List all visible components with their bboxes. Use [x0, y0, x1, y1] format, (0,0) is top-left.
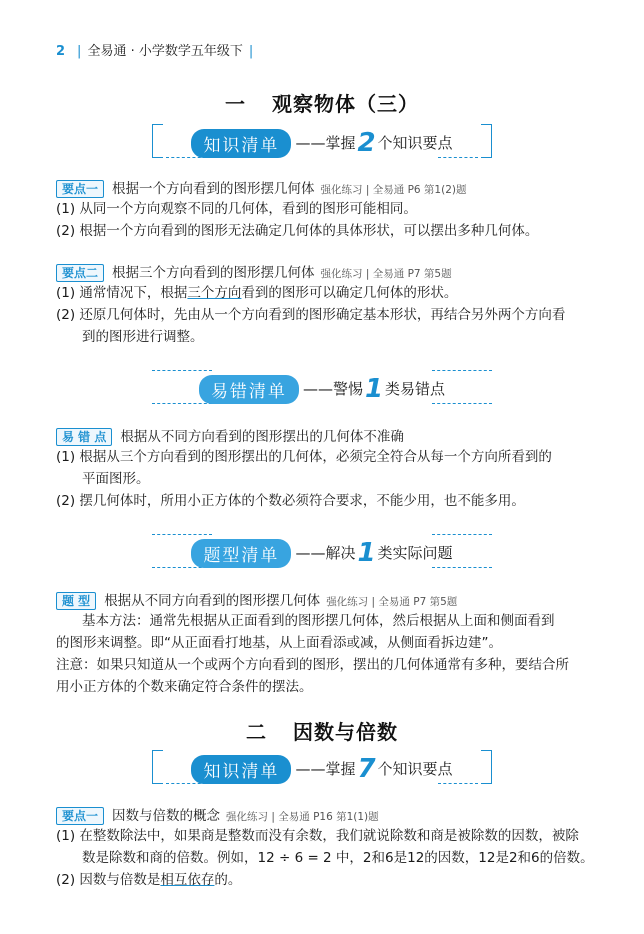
point-badge: 要点二: [56, 264, 104, 282]
question-type-body: 基本方法：通常先根据从正面看到的图形摆几何体，然后根据从上面和侧面看到 的图形来调整。即“从正面看打地基，从上面看添或减，从侧面看拆边建”。 注意：如果只知道从一个或两个方向看到的图形，摆出的几何体通常有多种，要结合所 用小正方体的个数来确定符合条件的摆法。: [56, 613, 569, 695]
section-title: [0, 88, 644, 117]
page-number: 2: [56, 44, 66, 59]
point-heading: 要点一 因数与倍数的概念 强化练习 | 全易通 P16 第1(1)题: [56, 804, 379, 825]
section-heading: 因数与倍数: [293, 720, 398, 744]
error-heading: 易 错 点 根据从不同方向看到的图形摆出的几何体不准确: [56, 425, 404, 446]
point-body: (1) 从同一个方向观察不同的几何体，看到的图形可能相同。 (2) 根据一个方向看到的图形无法确定几何体的具体形状，可以摆出多种几何体。: [56, 201, 539, 239]
section-number: 二: [246, 720, 267, 744]
question-type-badge: 题 型: [56, 592, 96, 610]
practice-ref: 强化练习 | 全易通 P16 第1(1)题: [226, 811, 379, 823]
point-body: (1) 在整数除法中，如果商是整数而没有余数，我们就说除数和商是被除数的因数，被除 数是除数和商的倍数。例如，12 ÷ 6 = 2 中，2和6是12的因数，12是2和6的倍数。 (2) 因数与倍数是相互依存的。: [56, 828, 594, 888]
banner-count: 1: [357, 538, 376, 568]
error-banner: 易错清单 ——警惕1 类易错点: [152, 370, 492, 404]
point-badge: 要点一: [56, 807, 104, 825]
book-title: 全易通 · 小学数学五年级下: [87, 44, 243, 59]
banner-tag: 知识清单: [191, 129, 291, 158]
error-body: (1) 根据从三个方向看到的图形摆出的几何体，必须完全符合从每一个方向所看到的 平面图形。 (2) 摆几何体时，所用小正方体的个数必须符合要求，不能少用，也不能多用。: [56, 449, 552, 509]
knowledge-banner: 知识清单 ——掌握7 个知识要点: [152, 750, 492, 784]
knowledge-banner: 知识清单 ——掌握2 个知识要点: [152, 124, 492, 158]
error-badge: 易 错 点: [56, 428, 112, 446]
practice-ref: 强化练习 | 全易通 P6 第1(2)题: [320, 184, 467, 196]
banner-tag: 知识清单: [191, 755, 291, 784]
section-number: 一: [225, 92, 246, 116]
practice-ref: 强化练习 | 全易通 P7 第5题: [326, 596, 458, 608]
point-body: (1) 通常情况下，根据三个方向看到的图形可以确定几何体的形状。 (2) 还原几何体时，先由从一个方向看到的图形确定基本形状，再结合另外两个方向看 到的图形进行调整。: [56, 285, 566, 345]
section-heading: 观察物体（三）: [272, 92, 419, 116]
banner-tag: 题型清单: [191, 539, 291, 568]
banner-count: 2: [357, 128, 376, 158]
page-header: 2 | 全易通 · 小学数学五年级下 |: [56, 44, 254, 59]
banner-count: 7: [357, 754, 376, 784]
question-type-banner: 题型清单 ——解决1 类实际问题: [152, 534, 492, 568]
section-title: [0, 716, 644, 745]
point-heading: 要点二 根据三个方向看到的图形摆几何体 强化练习 | 全易通 P7 第5题: [56, 261, 452, 282]
point-badge: 要点一: [56, 180, 104, 198]
practice-ref: 强化练习 | 全易通 P7 第5题: [320, 268, 452, 280]
question-type-heading: 题 型 根据从不同方向看到的图形摆几何体 强化练习 | 全易通 P7 第5题: [56, 589, 457, 610]
banner-count: 1: [364, 374, 384, 404]
point-heading: 要点一 根据一个方向看到的图形摆几何体 强化练习 | 全易通 P6 第1(2)题: [56, 177, 466, 198]
banner-tag: 易错清单: [199, 375, 299, 404]
